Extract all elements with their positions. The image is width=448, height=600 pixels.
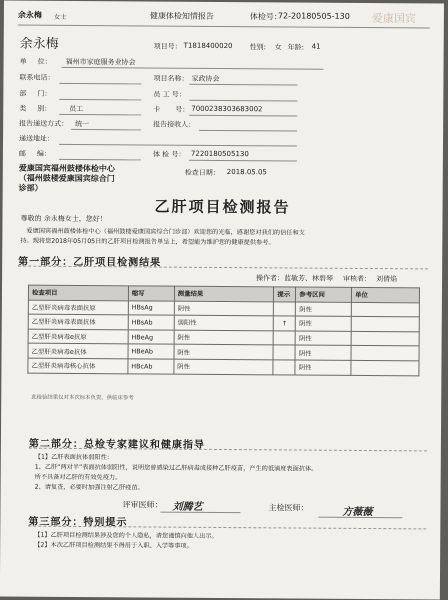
row-hint xyxy=(273,331,295,346)
row-unit xyxy=(351,317,419,332)
chief-doctor-label: 主检医师： xyxy=(268,503,309,513)
col-header-hint: 提示 xyxy=(274,287,296,302)
row-abbr: HBeAb xyxy=(128,344,174,359)
review-doctor-label: 评审医师： xyxy=(122,500,163,510)
brand-logo: 爱康国宾 xyxy=(371,12,416,26)
advice-line-4: 2、请复查，必要时加强注射乙肝疫苗。 xyxy=(34,483,144,492)
col-header-abbr: 缩写 xyxy=(128,286,174,301)
project-no-label: 项目号： xyxy=(153,42,182,51)
center-full-name-1: （福州鼓楼爱康国宾综合门 xyxy=(18,173,115,184)
row-hint: ↑ xyxy=(274,316,296,331)
project-name-label: 项目名称： xyxy=(153,74,189,83)
header-exam-no: 72-20180505-130 xyxy=(277,11,350,21)
header-honorific: 女士 xyxy=(53,13,67,21)
gender-label: 性别: xyxy=(249,43,267,52)
notice-line-2: 【2】本次乙肝项目检测结果不得用于入职、入学等事项。 xyxy=(34,541,193,550)
row-hint xyxy=(274,301,296,316)
advice-line-3: 所不具备对乙肝的有效免疫力。 xyxy=(34,473,122,482)
header-name: 余永梅 xyxy=(17,10,42,20)
chief-doctor-underline xyxy=(318,517,402,519)
age-label: 年龄: xyxy=(287,43,305,52)
category-label-2: 别： xyxy=(37,104,52,113)
category-value: 员工 xyxy=(69,104,84,114)
delivery-value: 统一 xyxy=(75,119,90,129)
row-ref: 阴性 xyxy=(295,345,351,360)
col-header-ref: 参考区间 xyxy=(296,287,352,302)
contact-label: 联系电话： xyxy=(19,73,55,82)
staff-no-label: 员 工 号： xyxy=(153,90,186,99)
row-result: 阴性 xyxy=(174,359,274,374)
row-result: 阴性 xyxy=(174,301,274,316)
col-header-result: 测量结果 xyxy=(174,286,274,301)
row-item: 乙型肝炎病毒e抗原 xyxy=(28,329,128,344)
address-label: 递送地址： xyxy=(19,134,55,143)
unit-label-2: 位： xyxy=(37,57,52,66)
exam-date: 2018.05.05 xyxy=(226,168,267,177)
operators: 蓝敏芳、林碧琴 xyxy=(284,274,334,283)
contact-underline xyxy=(59,83,141,85)
project-no: T1818400020 xyxy=(183,41,233,51)
row-abbr: HBsAb xyxy=(128,315,174,330)
receiver-underline xyxy=(199,130,297,132)
row-unit xyxy=(352,302,420,317)
center-name: 爱康国宾福州鼓楼体检中心 xyxy=(18,163,115,174)
row-hint xyxy=(273,360,295,375)
age: 41 xyxy=(311,42,321,51)
exam-date-label: 检查日期： xyxy=(184,168,220,177)
row-ref: 阴性 xyxy=(295,331,351,346)
exam-no-value: 7220180505130 xyxy=(190,149,249,159)
card-no: 7000238303683002 xyxy=(191,104,263,114)
intro-line-1: 爱康国宾福州鼓楼体检中心（福州鼓楼爱康国宾综合门诊部）欢迎您的光临，感谢您对我们的信任和支 xyxy=(26,227,305,237)
advice-line-1: 【1】乙肝表面抗体弱阳性： xyxy=(34,453,114,462)
row-unit xyxy=(351,360,419,375)
dept-underline xyxy=(59,99,141,101)
gender: 女 xyxy=(274,43,282,52)
greeting: 尊敬的 余永梅女士，您好！ xyxy=(20,214,107,224)
row-result: 阴性 xyxy=(174,345,274,360)
receiver-label: 报告接收人： xyxy=(153,120,196,129)
row-ref: 阴性 xyxy=(296,316,352,331)
col-header-item: 检查项目 xyxy=(28,285,128,300)
review-doctor-signature: 刘腾艺 xyxy=(172,501,203,513)
dept-label: 部 xyxy=(19,89,27,98)
row-unit xyxy=(351,331,419,346)
header-doc-title: 健康体检知情报告 xyxy=(149,11,214,21)
unit-label: 单 xyxy=(19,57,27,66)
section3-title: 第三部分：特别提示 xyxy=(28,516,128,529)
intro-line-2: 持。现将您2018年05月05日的乙肝项目检测报告单呈上，希望能为维护您的健康提供参考。 xyxy=(20,237,275,247)
postcode-label: 邮 xyxy=(18,149,26,158)
row-result: 阴性 xyxy=(174,330,274,345)
patient-name: 余永梅 xyxy=(19,36,59,52)
row-ref: 阴性 xyxy=(296,302,352,317)
card-label-2: 号： xyxy=(175,105,190,114)
table-row xyxy=(28,358,419,375)
row-hint xyxy=(273,345,295,360)
section1-title: 第一部分：乙肝项目检测结果 xyxy=(18,256,162,269)
address-underline xyxy=(59,144,297,147)
col-header-unit: 单位 xyxy=(352,287,420,302)
unit-value: 福州市家庭服务业协会 xyxy=(65,57,136,67)
row-abbr: HBeAg xyxy=(128,330,174,345)
advice-line-2: 1、乙肝“两对半”表面抗体弱阳性，说明您曾感染过乙肝病毒或接种乙肝疫苗，产生的低滴度表面抗体。 xyxy=(34,463,318,473)
notice-line-1: 【1】乙肝项目检测结果涉及您的个人隐私，请您谨慎向他人出示。 xyxy=(34,531,218,540)
row-abbr: HBsAg xyxy=(128,300,174,315)
row-unit xyxy=(351,346,419,361)
results-table xyxy=(27,285,420,376)
row-result: 弱阳性 xyxy=(174,315,274,330)
header-exam-no-label: 体检号： xyxy=(249,12,282,22)
delivery-label: 报告递送方式： xyxy=(19,119,69,128)
row-ref: 阴性 xyxy=(295,360,351,375)
dept-label-2: 门： xyxy=(37,89,52,98)
row-item: 乙型肝炎病毒表面抗体 xyxy=(28,314,128,329)
reviewer-label: 审核者： xyxy=(343,274,372,284)
center-full-name-2: 诊部） xyxy=(18,183,43,193)
card-label: 卡 xyxy=(153,105,161,114)
project-name-underline xyxy=(189,84,297,86)
reviewer: 刘倩焰 xyxy=(376,275,398,284)
category-underline xyxy=(59,114,141,116)
staff-no-underline xyxy=(189,100,297,102)
delivery-underline xyxy=(71,129,141,130)
postcode-label-2: 编： xyxy=(36,149,51,158)
table-note: 此检验结果仅对本次标本负责，供临床参考 xyxy=(31,394,134,402)
exam-no-label: 体 检 号： xyxy=(152,150,186,159)
report-title: 乙肝项目检测报告 xyxy=(154,197,291,217)
category-label: 类 xyxy=(19,104,27,113)
postcode-underline xyxy=(59,159,141,161)
row-item: 乙型肝炎病毒e抗体 xyxy=(28,344,128,359)
review-doctor-underline xyxy=(160,512,240,514)
card-underline xyxy=(189,115,297,117)
row-item: 乙型肝炎病毒表面抗原 xyxy=(28,300,128,315)
header-divider xyxy=(18,25,430,29)
operators-label: 操作者： xyxy=(256,274,285,283)
section2-title: 第二部分：总检专家建议和健康指导 xyxy=(28,438,205,451)
chief-doctor-signature: 方薇薇 xyxy=(342,506,373,519)
row-abbr: HBcAb xyxy=(128,359,174,374)
exam-no-underline xyxy=(189,160,297,162)
project-name: 家政协会 xyxy=(191,74,220,83)
unit-underline xyxy=(62,67,324,70)
row-item: 乙型肝炎病毒核心抗体 xyxy=(28,358,128,373)
